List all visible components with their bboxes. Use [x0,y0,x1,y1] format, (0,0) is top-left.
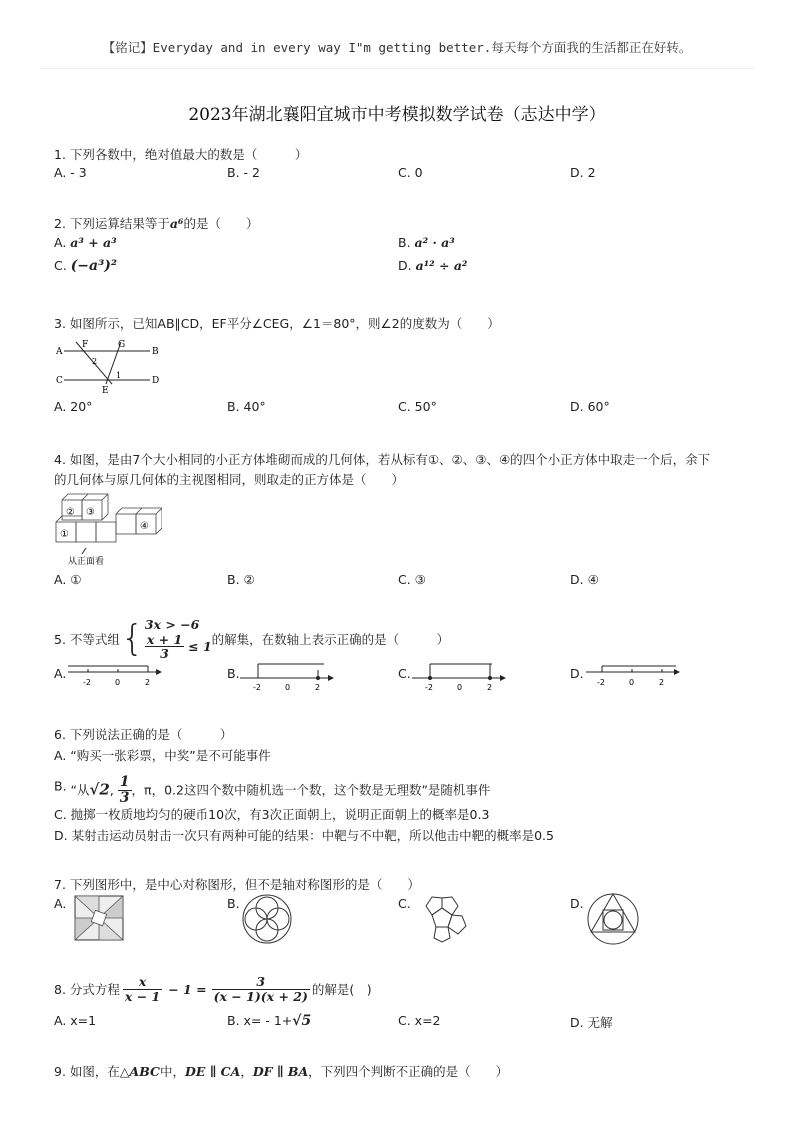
q3-option-b: B. 40° [227,399,266,414]
q5-number-line-b [238,660,338,692]
q2-stem-math: a⁶ [169,216,184,231]
header-divider [40,68,754,69]
q7-option-c-label: C. [398,896,411,911]
q7-figure-a-pinwheel-square [72,893,128,943]
label-angle-2: 2 [92,357,98,366]
q4-option-b: B. ② [227,572,255,587]
cube-label-3: ③ [86,507,95,518]
svg-text:0: 0 [115,678,121,687]
q4-option-a: A. ① [54,572,82,587]
q4-cubes-figure [52,492,162,568]
q6-option-b: B. “从√2, $\frac{1}{3}$ ，π，0.2这四个数中随机选一个数，这个数是无理数”是随机事件 [54,774,491,807]
q2-option-a: A. a³ + a³ [54,235,117,250]
q3-parallel-lines-figure [54,336,164,396]
q3-stem: 3. 如图所示，已知AB∥CD，EF平分∠CEG，∠1＝80°，则∠2的度数为（ ） [54,316,500,331]
svg-text:-2: -2 [83,678,91,687]
svg-text:0: 0 [457,683,463,692]
q4-stem-line2: 的几何体与原几何体的主视图相同，则取走的正方体是（ ） [54,472,405,487]
cube-label-1: ① [60,529,69,540]
q4-option-c: C. ③ [398,572,426,587]
q1-stem: 1. 下列各数中，绝对值最大的数是（ ） [54,147,308,162]
q5-number-line-a [66,660,166,690]
view-arrow [82,548,86,554]
svg-text:2: 2 [145,678,151,687]
label-c: C [56,376,63,386]
q3-option-c: C. 50° [398,399,437,414]
svg-text:-2: -2 [253,683,261,692]
q7-figure-b-four-circles [240,893,296,945]
q1-option-a: A. - 3 [54,165,87,180]
q3-option-a: A. 20° [54,399,93,414]
q2-stem: 2. 下列运算结果等于a⁶的是（ ） [54,216,259,231]
label-f: F [82,340,89,350]
q5-option-d-label: D. [570,666,584,681]
label-e: E [102,386,109,396]
front-view-label: 从正面看 [68,557,105,567]
svg-text:-2: -2 [425,683,433,692]
cube-label-2: ② [66,507,75,518]
q9-stem: 9. 如图，在△ABC中，DE ∥ CA，DF ∥ BA，下列四个判断不正确的是（ ） [54,1064,509,1079]
motto-banner: 【铭记】Everyday and in every way I"m getting better.每天每个方面我的生活都正在好转。 [102,40,692,55]
q1-option-c: C. 0 [398,165,423,180]
svg-text:0: 0 [629,678,635,687]
q8-stem: 8. 分式方程 $\frac{x}{x - 1}$ − 1 = $\frac{3}{(x - 1)(x + 2)}$ 的解是( ) [54,974,372,1004]
label-g: G [118,340,126,350]
q1-option-b: B. - 2 [227,165,260,180]
q5-ineq1: 3x > −6 [144,617,200,632]
q5-brace: { [120,618,144,660]
q4-option-d: D. ④ [570,572,599,587]
q7-option-d-label: D. [570,896,584,911]
q8-option-c: C. x=2 [398,1013,441,1028]
q7-option-b-label: B. [227,896,240,911]
q6-option-a: A. “购买一张彩票，中奖”是不可能事件 [54,748,271,763]
q6-option-d: D. 某射击运动员射击一次只有两种可能的结果：中靶与不中靶，所以他击中靶的概率是0.5 [54,828,554,843]
q8-option-d: D. 无解 [570,1015,613,1030]
q7-stem: 7. 下列图形中，是中心对称图形，但不是轴对称图形的是（ ） [54,877,420,892]
q2-option-c: C. (−a³)² [54,258,118,274]
q5-stem: 5. 不等式组 { 3x > −6 $\frac{x + 1}{3}$ ≤ 1 的解集，在数轴上表示正确的是（ ） [54,617,450,662]
q4-stem-line1: 4. 如图，是由7个大小相同的小正方体堆砌而成的几何体，若从标有①、②、③、④的四个小正方体中取走一个后，余下 [54,452,711,467]
q7-figure-d-circle-triangle [586,892,642,946]
label-a: A [56,347,63,357]
exam-title: 2023年湖北襄阳宜城市中考模拟数学试卷（志达中学） [188,105,606,125]
q5-option-a-label: A. [54,666,67,681]
q6-stem: 6. 下列说法正确的是（ ） [54,727,233,742]
q3-option-d: D. 60° [570,399,610,414]
cube-label-4: ④ [140,521,149,532]
svg-text:2: 2 [315,683,321,692]
label-d: D [152,376,160,386]
q5-option-b-label: B. [227,666,240,681]
q2-option-b: B. a² · a³ [398,235,455,250]
q2-option-d: D. a¹² ÷ a² [398,258,468,273]
q6-option-c: C. 抛掷一枚质地均匀的硬币10次，有3次正面朝上，说明正面朝上的概率是0.3 [54,807,490,822]
q5-number-line-d [584,660,684,690]
q1-option-d: D. 2 [570,165,596,180]
label-angle-1: 1 [116,371,122,380]
q7-option-a-label: A. [54,896,67,911]
q5-number-line-c [410,660,510,692]
svg-text:0: 0 [285,683,291,692]
q8-option-b: B. x= - 1+√5 [227,1013,312,1029]
q5-option-c-label: C. [398,666,411,681]
svg-text:2: 2 [487,683,493,692]
q7-figure-c-pentagons [414,892,470,944]
svg-text:-2: -2 [597,678,605,687]
label-b: B [152,347,159,357]
svg-text:2: 2 [659,678,665,687]
q8-option-a: A. x=1 [54,1013,97,1028]
